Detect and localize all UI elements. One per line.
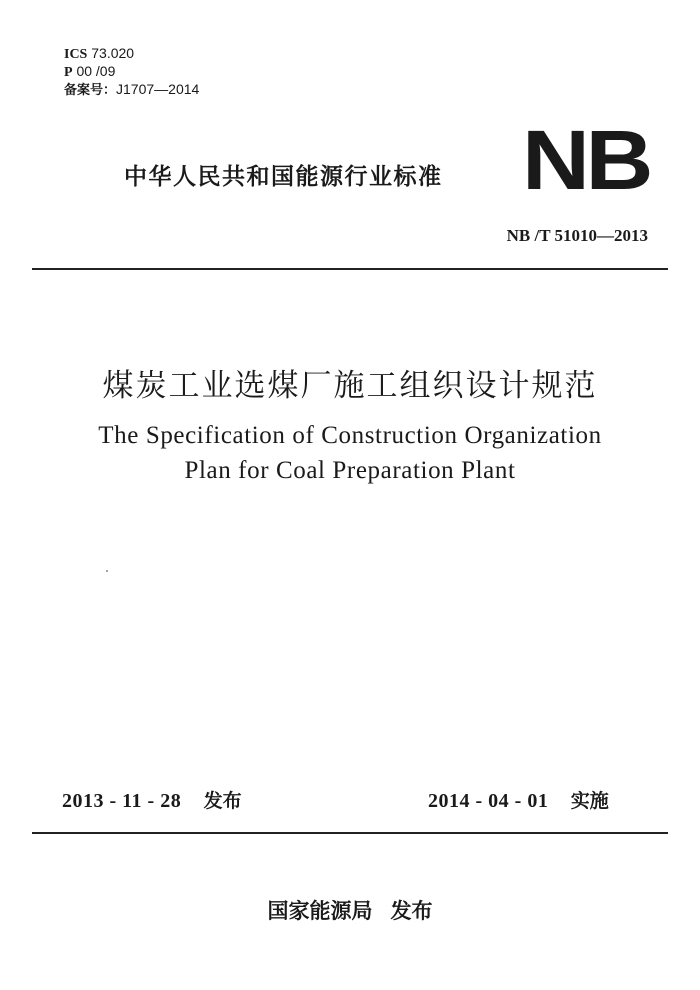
record-number: J1707—2014 xyxy=(116,81,200,97)
ics-line xyxy=(64,45,199,63)
bottom-divider xyxy=(32,832,668,834)
publisher-action: 发布 xyxy=(390,899,433,923)
speck xyxy=(106,570,108,572)
publisher-name: 国家能源局 xyxy=(267,899,373,923)
standard-number: NB /T 51010—2013 xyxy=(506,226,648,245)
document-title-en-line2: Plan for Coal Preparation Plant xyxy=(184,457,516,484)
document-title-cn: 煤炭工业选煤厂施工组织设计规范 xyxy=(102,368,598,404)
issue-date-block xyxy=(62,786,242,813)
issue-date: 2013 - 11 - 28 xyxy=(62,790,182,812)
record-line xyxy=(64,81,199,99)
ics-label: ICS xyxy=(64,47,88,62)
document-title-en xyxy=(0,418,700,488)
nb-logo: NB xyxy=(522,113,649,207)
implement-action: 实施 xyxy=(570,790,609,812)
industry-standard-title: 中华人民共和国能源行业标准 xyxy=(124,164,443,190)
p-code: 00 /09 xyxy=(76,63,116,79)
top-divider xyxy=(32,268,668,270)
issue-action: 发布 xyxy=(203,790,242,812)
document-title-en-line1: The Specification of Construction Organization xyxy=(98,422,602,449)
implement-date-block xyxy=(428,786,609,813)
p-line xyxy=(64,63,199,81)
classification-block xyxy=(64,45,199,99)
publisher-line xyxy=(0,895,700,925)
p-label: P xyxy=(64,65,73,80)
record-label: 备案号： xyxy=(64,83,117,98)
implement-date: 2014 - 04 - 01 xyxy=(428,790,549,812)
ics-code: 73.020 xyxy=(91,45,135,61)
